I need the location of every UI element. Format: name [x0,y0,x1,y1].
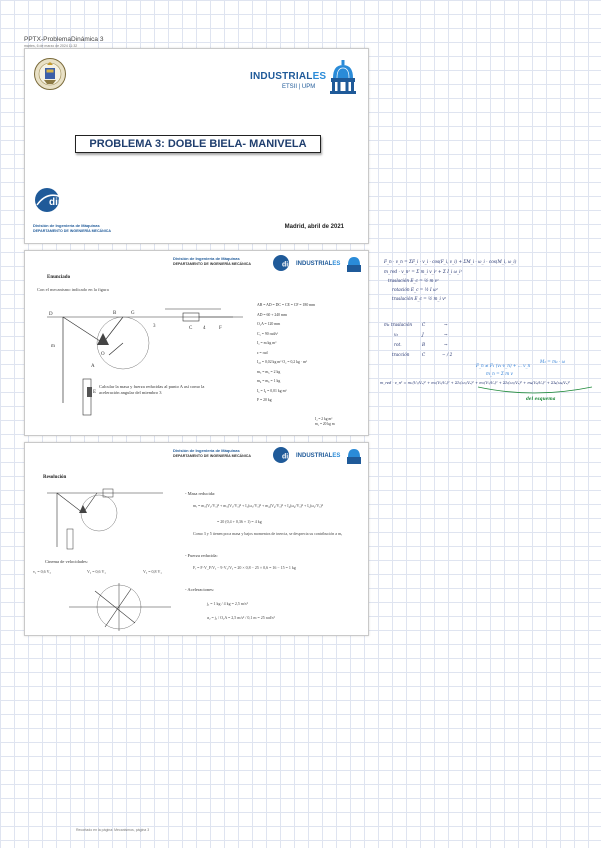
department-name: DEPARTAMENTO DE INGENIERÍA MECÁNICA [33,229,111,233]
svg-text:D: D [49,312,53,317]
dome-logo-icon [328,59,358,95]
problem-statement: Calcular la masa y fuerza reducidas al punto A así como la aceleración angular del miembro 3 [99,384,205,395]
given-data-item: I₅ = I₆ = 0,01 kg m² [257,388,287,393]
velocity-diagram-label: Cinema de velocidades: [45,559,88,564]
note-line: m_red · v_n² = Σ m_i v_i² + Σ I_i ω_i² [384,269,463,274]
accelerations-label: - Aceleraciones: [185,587,215,592]
mechanism-figure [43,303,253,431]
industriales-brand: INDUSTRIALES [294,447,364,465]
extra-data: I₄ = 2 kg m² m₄ = 20 kg m [315,417,335,426]
dim-logo-icon [33,187,69,213]
acceleration-angular: α₂ = jₐ / O₂A = 2,5 m/s² / 0,1 m = 25 rad/s² [207,615,275,620]
note-table-cell: C [422,322,426,327]
svg-text:G: G [131,311,135,316]
note-annotation: M₁ = m₁ · ω [540,359,566,364]
note-annotation: F_n ≠ F₁ (v₁·v_n) + ... v_n [476,363,531,368]
statement-intro: Con el mecanismo indicado en la figura [37,287,109,292]
given-data-item: O₂A = 120 mm [257,322,281,326]
note-line: F_n · v_n = ΣF_i · v_i · cos(F_i, v_i) + ΣM_i · ω_i · cos(M_i, ω_i) [384,259,517,264]
department-name: DEPARTAMENTO DE INGENIERÍA MECÁNICA [173,262,251,266]
document-date: martes, 6 de marzo de 2024 11:32 [24,44,78,48]
document-footer: Recortado en la página: Mecanismos, página 3 [76,828,150,832]
velocity-label: V₃ = 0,8 V₁ [143,569,162,574]
note-line: traslación E_c = ½ m v² [388,278,439,283]
brand-name: INDUSTRIALES [250,71,327,82]
industriales-brand [250,59,358,95]
note-table-cell: B [422,342,426,347]
mechanism-small-figure [43,487,193,553]
svg-text:F: F [219,326,222,331]
given-data-item: AD = 60 + 240 mm [257,312,287,317]
mass-note: Como 3 y 5 tienen poca masa y bajos momentos de inercia, se desprecia su contribución a mᵣ [193,531,343,536]
force-reduced-formula: Fᵣ = F·V_F/Vₐ − 9·V₂/Vₐ = 20 × 0,8 − 25 × 0,6 = 16 − 15 = 1 kg [193,565,296,570]
slide-statement [24,250,369,436]
svg-text:m: m [51,344,55,349]
svg-text:E: E [93,390,97,395]
note-table-cell: rot. [394,342,402,347]
given-data-item: F = 20 kg [257,398,272,402]
velocity-label: V₂ = 0,6 V₁ [87,569,106,574]
note-table-cell: C [422,352,426,357]
resolution-heading: Resolución [43,475,67,480]
svg-text:dim: dim [282,453,295,461]
given-data-item: m₃ = m₅ = 2 kg [257,369,281,374]
given-data-item: C₂ = 90 rad/s² [257,331,279,336]
velocity-diagram [65,577,175,633]
note-table-cell: → [444,332,448,337]
given-data-item: I₂ = m kg m² [257,341,277,345]
upm-crest-icon [33,57,67,91]
mass-reduced-formula: mᵣ = m₂(V₂/Vₐ)² + m₃(V₃/Vₐ)² + I₃(ω₃/Vₐ)² + m₄(V₄/Vₐ)² + I₄(ω₄/Vₐ)² + I₅(ω₅/Vₐ)² [193,503,323,508]
problem-title: PROBLEMA 3: DOBLE BIELA- MANIVELA [75,135,321,153]
mass-reduced-label: - Masa reducida: [185,491,216,496]
dome-logo-icon [346,255,362,273]
given-data-list [257,303,367,408]
mass-reduced-result: = 20 (0,4 + 0,36 + 1) = 4 kg [217,519,262,524]
given-data-item: I₂₀ = 0,02 kg m² O₂ = 0,2 kg · m² [257,360,308,364]
svg-text:B: B [113,311,117,316]
note-table-cell: → [444,342,448,347]
division-name: División de Ingeniería de Máquinas [173,448,240,453]
svg-text:O: O [101,352,105,357]
slide-resolution [24,442,369,636]
dome-logo-icon [346,447,362,465]
slide-title [24,48,369,244]
svg-text:4: 4 [203,326,206,331]
statement-heading: Enunciado [47,275,71,280]
industriales-brand: INDUSTRIALES [294,255,364,273]
note-table-cell: − / 2 [442,352,453,357]
note-annotation: m_n = Σ m v [486,371,513,376]
note-table-cell: → [444,322,448,327]
division-name: División de Ingeniería de Máquinas [173,256,240,261]
given-data-item: AB = AD = DC = CE = CF = 180 mm [257,303,316,307]
svg-text:A: A [91,364,95,369]
department-name: DEPARTAMENTO DE INGENIERÍA MECÁNICA [173,454,251,458]
acceleration-linear: jₐ = 1 kg / 4 kg = 2,5 m/s² [207,601,248,606]
brand-subtitle: ETSII | UPM [282,84,316,90]
note-table-cell: v₂ [394,332,399,337]
given-data-item: m₄ = m₆ = 1 kg [257,379,281,383]
date-place: Madrid, abril de 2021 [284,224,344,230]
given-data-item: ε = rad [257,350,268,355]
svg-text:dim: dim [49,197,67,208]
note-equation: m_red · v_n² = m₁(V₁/Vₐ)² + m₂(V₂/Vₐ)² + ΣI₁(ω₁/Vₐ)² + m₃(V₃/Vₐ)² + ΣI₃(ω₃/Vₐ)² + m₄(V₄/Vₐ)² + ΣI₄(ω₄/Vₐ)² [380,381,571,385]
note-table-cell: J [422,332,424,337]
svg-text:3: 3 [153,324,156,329]
document-title: PPTX-ProblemaDinámica 3 [24,36,104,43]
note-line: rotación E_c = ½ I ω² [392,287,439,292]
division-name: División de Ingeniería de Máquinas [33,223,100,228]
note-table-cell: m₁ traslación [384,322,413,327]
note-line: traslación E_c = ½ m_i v² [392,296,447,301]
svg-text:C: C [189,326,193,331]
velocity-label: v₁ = 0,6 V₂ [33,569,51,574]
handwritten-notes [380,255,595,405]
note-green-label: del esquema [526,396,556,401]
note-table-cell: tracción [392,352,410,357]
force-reduced-label: - Fuerza reducida: [185,553,218,558]
svg-text:dim: dim [282,261,295,269]
